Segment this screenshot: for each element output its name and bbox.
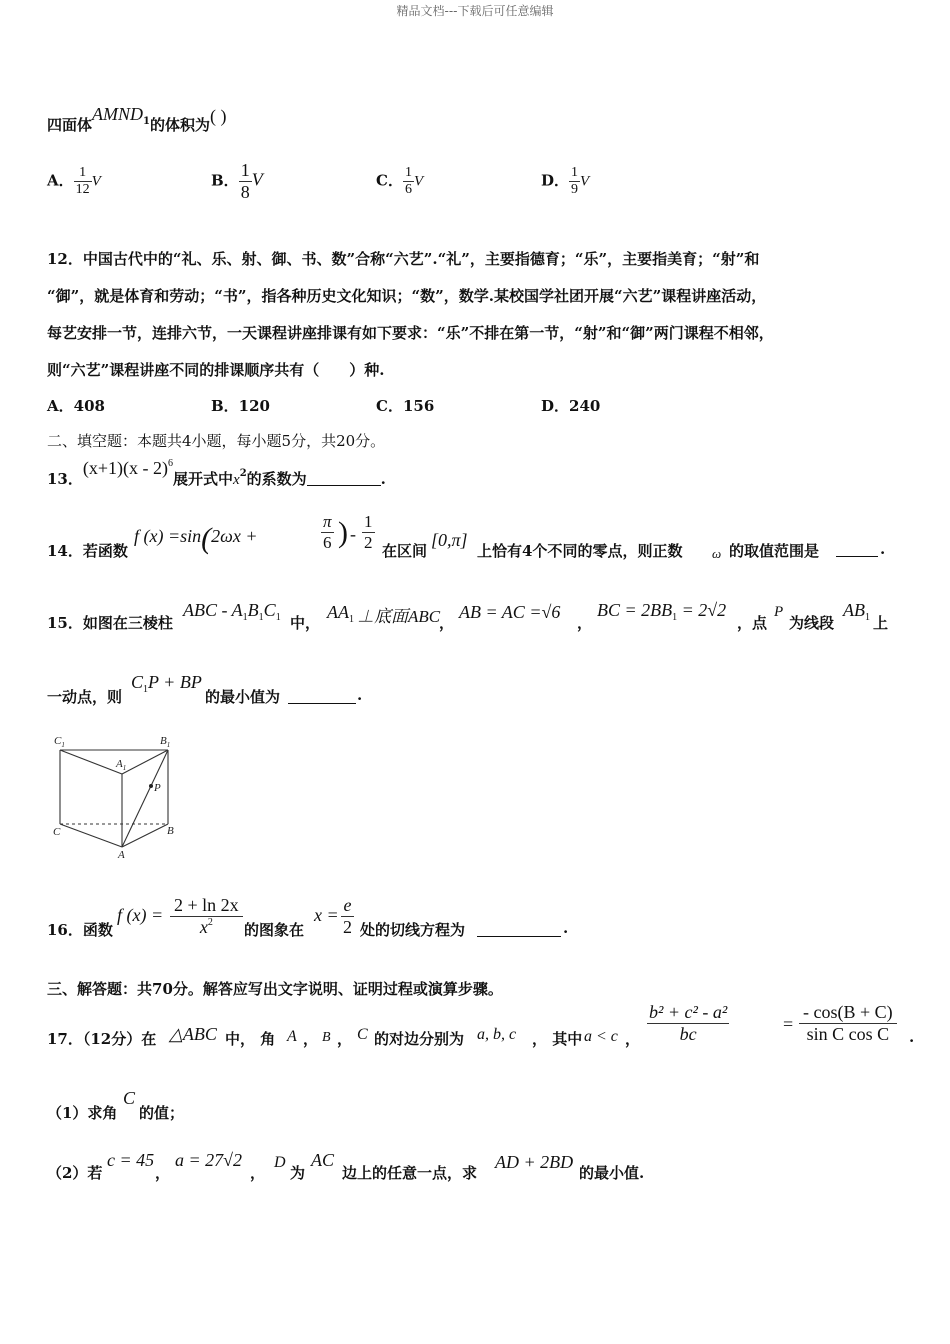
q12-option-a[interactable]: A．408 <box>47 397 105 415</box>
q16-answer-blank[interactable] <box>477 919 561 937</box>
edge-a-b <box>122 824 168 847</box>
q13-expression: (x+1)(x - 2)$^6$ <box>82 458 173 478</box>
q11-option-d[interactable]: D． $\frac{1}{9}$ V <box>541 165 590 197</box>
q12-line-3: 每艺安排一节，连排六节，一天课程讲座排课有如下要求：“乐”不排在第一节，“射”和“御”两门课程不相邻， <box>47 324 774 342</box>
label-c1: $C_1$ <box>54 735 65 749</box>
label-a: A <box>118 849 125 861</box>
q12-option-c[interactable]: C．156 <box>376 397 435 415</box>
label-b: B <box>167 825 174 837</box>
q14-answer-blank[interactable] <box>836 540 878 557</box>
q15-prism: ABC - $A_1B_1C_1$ <box>183 600 281 623</box>
point-p <box>149 784 153 788</box>
q11-option-a[interactable]: A． $\frac{1}{12}$ V <box>47 165 101 197</box>
q13-answer-blank[interactable] <box>307 485 381 486</box>
page-header: 精品文档---下载后可任意编辑 <box>396 4 554 18</box>
section-3-title: 三、解答题：共70分。解答应写出文字说明、证明过程或演算步骤。 <box>47 980 503 998</box>
label-p: P <box>154 782 161 794</box>
q13: 13．(x+1)(x - 2)$^6$展开式中$x_2$的系数为 . <box>47 458 386 488</box>
q15-answer-blank[interactable] <box>288 686 356 704</box>
q11-stem: 四面体AMND$^1$的体积为( ) <box>47 104 227 134</box>
q12-line-4: 则“六艺”课程讲座不同的排课顺序共有（ ）种. <box>47 361 385 379</box>
label-a1: $A_1$ <box>116 758 127 772</box>
label-c: C <box>53 826 61 838</box>
edge-c-a <box>60 824 122 847</box>
section-2-title: 二、填空题：本题共4小题，每小题5分，共20分。 <box>47 432 386 450</box>
q12-option-b[interactable]: B．120 <box>211 397 270 415</box>
q12-line-1: 12．中国古代中的“礼、乐、射、御、书、数”合称“六艺”.“礼”，主要指德育；“乐”，主要指美育；“射”和 <box>47 250 760 268</box>
segment-a-b1 <box>122 750 168 847</box>
label-b1: $B_1$ <box>160 735 171 749</box>
q11-option-c[interactable]: C． $\frac{1}{6}$ V <box>376 165 424 197</box>
q14-function: f (x) =sin(2ωx + <box>134 522 258 555</box>
prism-figure <box>50 734 190 864</box>
q12-line-2: “御”，就是体育和劳动；“书”，指各种历史文化知识；“数”，数学.某校国学社团开展“六艺”课程讲座活动， <box>47 287 767 305</box>
edge-a1-b1 <box>122 750 168 774</box>
q11-option-b[interactable]: B． $\frac{1}{8}$ V <box>211 160 263 202</box>
edge-c1-a1 <box>60 750 122 774</box>
q12-option-d[interactable]: D．240 <box>541 397 601 415</box>
